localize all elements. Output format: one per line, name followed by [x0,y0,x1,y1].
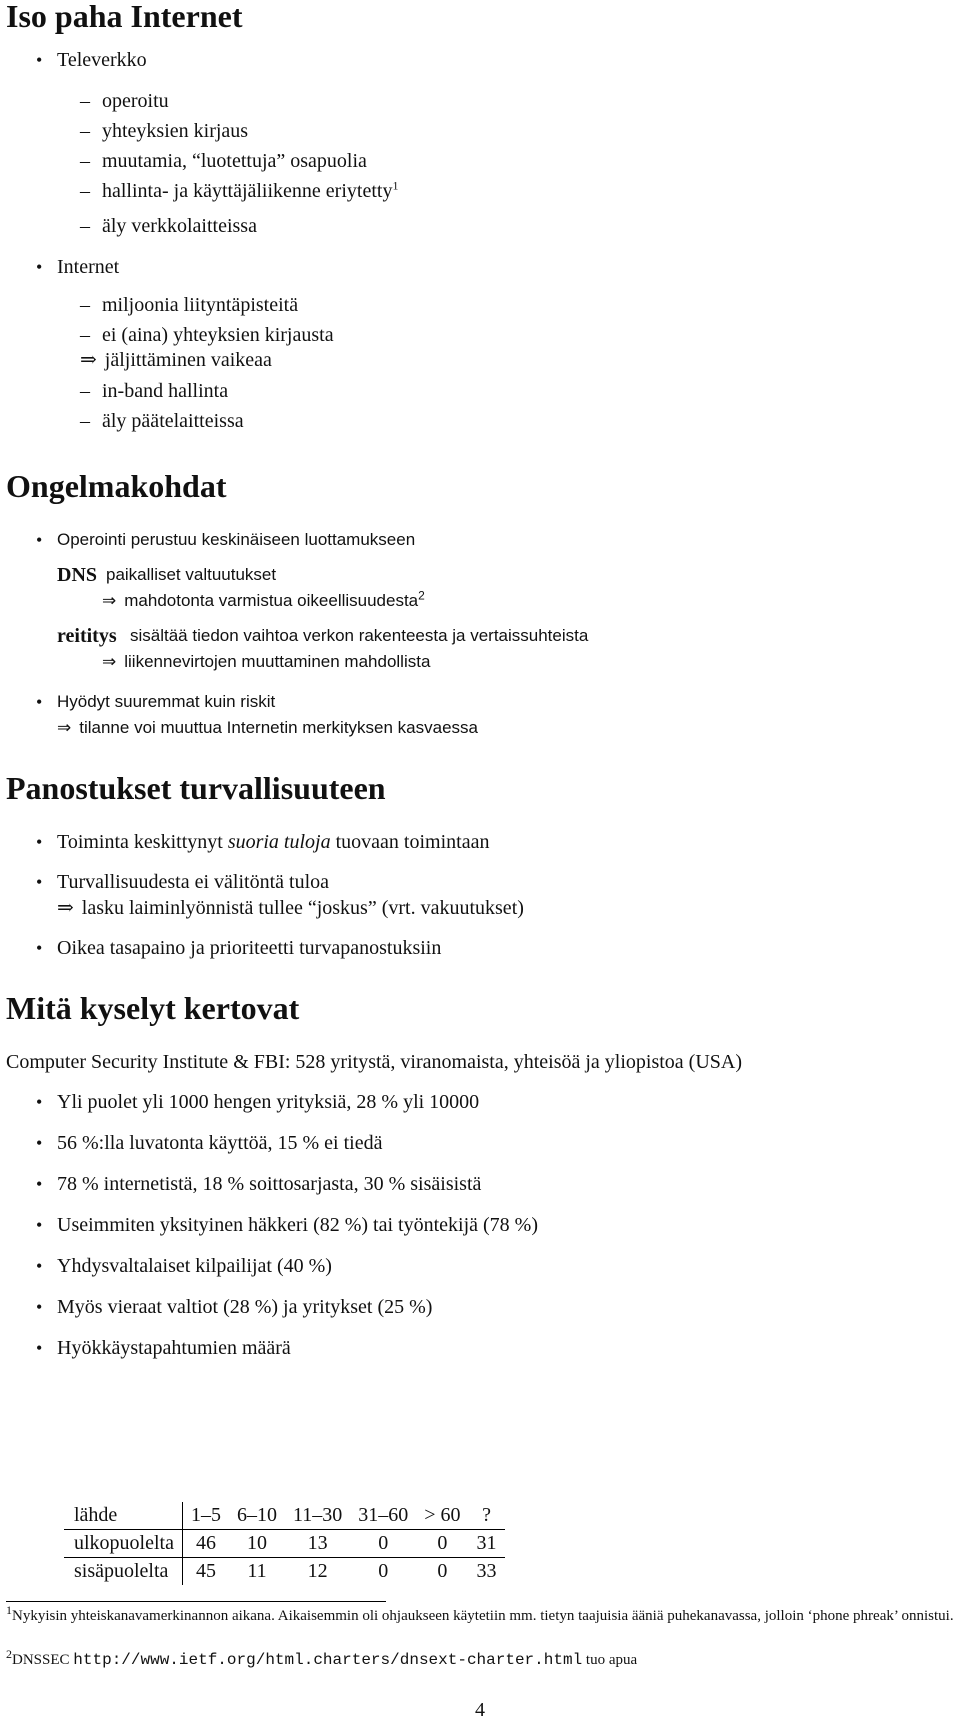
list-item: Myös vieraat valtiot (28 %) ja yritykset (25 %) [57,1296,433,1318]
bullet: • [36,832,43,852]
table-row [64,1530,505,1558]
bullet: • [36,692,43,712]
emphasis-text: suoria tuloja [227,831,331,853]
bullet: • [36,530,43,550]
footnote-1 [6,1603,956,1626]
list-item-televerkko: Televerkko [57,49,147,71]
implication-line [102,589,425,613]
table-cell: 46 [182,1530,229,1558]
section-title-iso-paha-internet: Iso paha Internet [6,0,243,34]
implication-text: jäljittäminen vaikeaa [104,349,272,371]
list-item: in-band hallinta [102,380,229,402]
list-item: Oikea tasapaino ja prioriteetti turvapanostuksiin [57,937,442,959]
dash: – [80,215,90,237]
attack-count-table [64,1502,505,1585]
list-item-text: tuovaan toimintaan [330,831,490,853]
table-header-cell: 11–30 [285,1502,350,1530]
list-item: operoitu [102,90,169,112]
list-item: Hyödyt suuremmat kuin riskit [57,692,276,711]
bullet: • [36,1174,43,1194]
table-cell: 45 [195,1560,216,1582]
list-item: yhteyksien kirjaus [102,120,249,142]
dash: – [80,380,90,402]
footnote-2 [6,1647,956,1670]
implication-line [57,896,524,920]
footnote-rule [6,1601,386,1602]
bullet: • [36,1092,43,1112]
bullet: • [36,1133,43,1153]
survey-intro: Computer Security Institute & FBI: 528 yritystä, viranomaista, yhteisöä ja yliopistoa (USA) [6,1051,743,1073]
definition-term-dns: DNS [57,564,98,586]
list-item [57,830,489,854]
implication-line [57,716,478,740]
section-title-panostukset: Panostukset turvallisuuteen [6,770,386,806]
table-cell: 10 [229,1530,285,1558]
table-header-row [64,1502,505,1530]
implication-line [80,348,272,372]
bullet: • [36,1338,43,1358]
footnote-ref-1: 1 [392,178,399,193]
dash: – [80,150,90,172]
footnote-text: Nykyisin yhteiskanavamerkinannon aikana. Aikaisemmin oli ohjaukseen käytetiin mm. tietyn taajuisia ääniä puhekanavassa, jolloin ‘phone phreak’ onnistui. [12,1608,954,1624]
list-item: miljoonia liityntäpisteitä [102,294,299,316]
dash: – [80,410,90,432]
dash: – [80,90,90,112]
definition-term-reititys: reititys [57,625,117,647]
list-item: Hyökkäystapahtumien määrä [57,1337,291,1359]
list-item-text: Toiminta keskittynyt [57,831,228,853]
list-item: Turvallisuudesta ei välitöntä tuloa [57,871,330,893]
arrow-icon: ⇒ [102,652,117,671]
table-cell: 12 [307,1560,328,1582]
footnote-mark: 1 [6,1603,12,1617]
table-cell: 31 [469,1530,505,1558]
bullet: • [36,1297,43,1317]
list-item: Useimmiten yksityinen häkkeri (82 %) tai työntekijä (78 %) [57,1214,538,1236]
list-item [102,179,398,203]
footnote-text: tuo apua [582,1652,638,1668]
list-item: 78 % internetistä, 18 % soittosarjasta, 30 % sisäisistä [57,1173,482,1195]
dash: – [80,294,90,316]
table-cell: 13 [285,1530,350,1558]
arrow-icon: ⇒ [57,718,72,737]
bullet: • [36,1256,43,1276]
implication-text: mahdotonta varmistua oikeellisuudesta [124,591,419,610]
page-number: 4 [475,1699,485,1721]
footnote-mark: 2 [6,1647,12,1661]
arrow-icon: ⇒ [80,349,97,371]
implication-text: tilanne voi muuttua Internetin merkityksen kasvaessa [79,718,479,737]
table-cell: ulkopuolelta [64,1530,182,1558]
dash: – [80,324,90,346]
list-item: äly verkkolaitteissa [102,215,257,237]
list-item: Operointi perustuu keskinäiseen luottamukseen [57,530,416,549]
footnote-ref-2: 2 [418,588,425,603]
table-row [64,1558,505,1586]
implication-text: lasku laiminlyönnistä tullee “joskus” (vrt. vakuutukset) [81,897,524,919]
definition-desc: sisältää tiedon vaihtoa verkon rakenteesta ja vertaissuhteista [130,626,589,645]
table-cell: 0 [416,1530,468,1558]
bullet: • [36,50,43,70]
table-cell: sisäpuolelta [64,1558,182,1586]
list-item: 56 %:lla luvatonta käyttöä, 15 % ei tiedä [57,1132,383,1154]
table-cell: 0 [378,1560,389,1582]
table-cell: 33 [476,1560,497,1582]
bullet: • [36,257,43,277]
definition-desc: paikalliset valtuutukset [106,565,277,584]
list-item: äly päätelaitteissa [102,410,244,432]
section-title-ongelmakohdat: Ongelmakohdat [6,468,227,504]
bullet: • [36,872,43,892]
list-item: ei (aina) yhteyksien kirjausta [102,324,334,346]
table-header-cell: 1–5 [182,1502,229,1530]
bullet: • [36,1215,43,1235]
list-item: Yli puolet yli 1000 hengen yrityksiä, 28 % yli 10000 [57,1091,480,1113]
list-item-internet: Internet [57,256,120,278]
table-header-cell: > 60 [416,1502,468,1530]
list-item: Yhdysvaltalaiset kilpailijat (40 %) [57,1255,332,1277]
list-item-text: hallinta- ja käyttäjäliikenne eriytetty [102,180,393,202]
arrow-icon: ⇒ [57,897,74,919]
table-header-cell: 31–60 [350,1502,416,1530]
table-cell: 0 [350,1530,416,1558]
dash: – [80,180,90,202]
table-header-cell: ? [469,1502,505,1530]
table-header-cell: 6–10 [229,1502,285,1530]
bullet: • [36,938,43,958]
section-title-mita-kyselyt-kertovat: Mitä kyselyt kertovat [6,990,300,1026]
footnote-url-link[interactable]: http://www.ietf.org/html.charters/dnsext-charter.html [73,1651,583,1669]
table-header-cell: lähde [64,1502,182,1530]
implication-text: liikennevirtojen muuttaminen mahdollista [124,652,431,671]
table-cell: 11 [247,1560,267,1582]
table-cell: 0 [437,1560,448,1582]
arrow-icon: ⇒ [102,591,117,610]
dash: – [80,120,90,142]
implication-line [102,650,430,674]
list-item: muutamia, “luotettuja” osapuolia [102,150,367,172]
footnote-text: DNSSEC [12,1652,74,1668]
